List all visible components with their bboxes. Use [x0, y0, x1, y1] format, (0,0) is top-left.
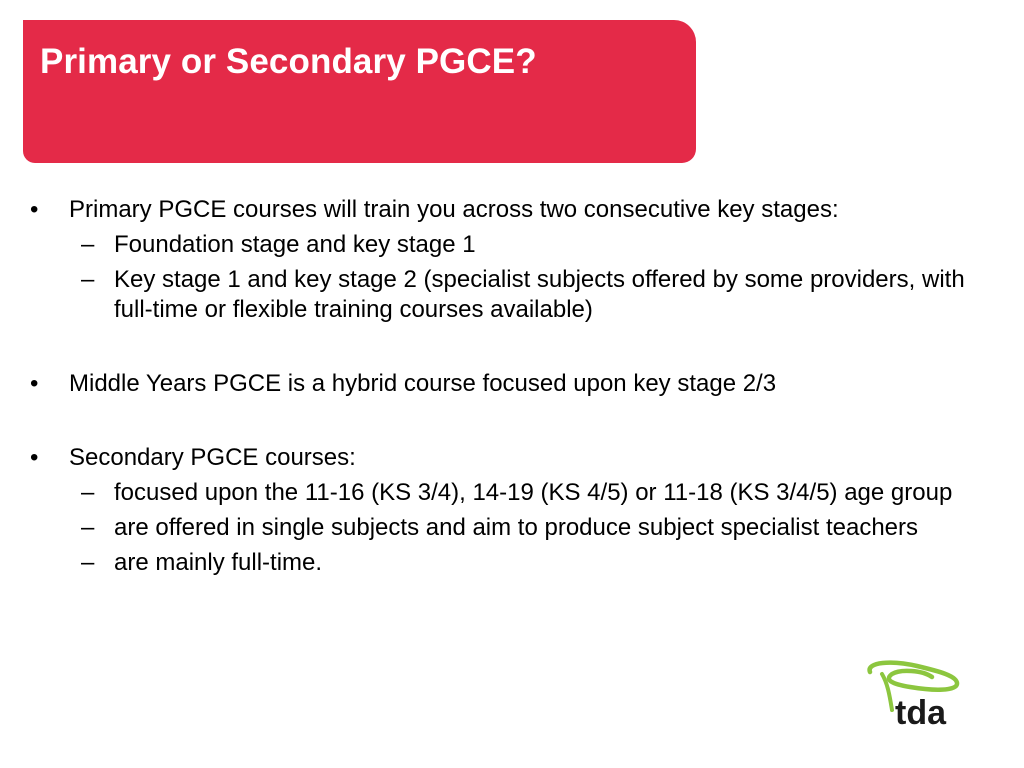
dash-marker: –: [81, 479, 95, 506]
sub-bullet-item: [24, 513, 984, 543]
dash-marker: –: [81, 231, 95, 258]
tda-logo: [862, 660, 972, 730]
dash-marker: –: [81, 266, 95, 293]
sub-bullet-item: [24, 230, 984, 260]
sub-bullet-text: are offered in single subjects and aim to produce subject specialist teachers: [114, 514, 919, 541]
bullet-item: [24, 443, 984, 473]
dash-marker: –: [81, 514, 95, 541]
slide-title: Primary or Secondary PGCE?: [40, 42, 537, 81]
sub-bullet-item: [24, 548, 984, 578]
dash-marker: –: [81, 549, 95, 576]
bullet-marker: •: [30, 370, 39, 397]
sub-bullet-text: Key stage 1 and key stage 2 (specialist subjects offered by some providers, with full-time or flexible training courses available): [114, 266, 965, 323]
bullet-marker: •: [30, 444, 39, 471]
bullet-item: [24, 369, 984, 399]
bullet-marker: •: [30, 196, 39, 223]
bullet-item: [24, 195, 984, 225]
sub-bullet-text: focused upon the 11-16 (KS 3/4), 14-19 (KS 4/5) or 11-18 (KS 3/4/5) age group: [114, 479, 953, 506]
sub-bullet-text: Foundation stage and key stage 1: [114, 231, 476, 258]
sub-bullet-item: [24, 265, 984, 325]
sub-bullet-item: [24, 478, 984, 508]
title-banner: [23, 20, 696, 163]
bullet-text: Primary PGCE courses will train you across two consecutive key stages:: [69, 196, 839, 223]
bullet-text: Middle Years PGCE is a hybrid course focused upon key stage 2/3: [69, 370, 777, 397]
logo-text: tda: [895, 694, 946, 730]
sub-bullet-text: are mainly full-time.: [114, 549, 323, 576]
bullet-text: Secondary PGCE courses:: [69, 444, 356, 471]
slide-content: [24, 195, 984, 578]
